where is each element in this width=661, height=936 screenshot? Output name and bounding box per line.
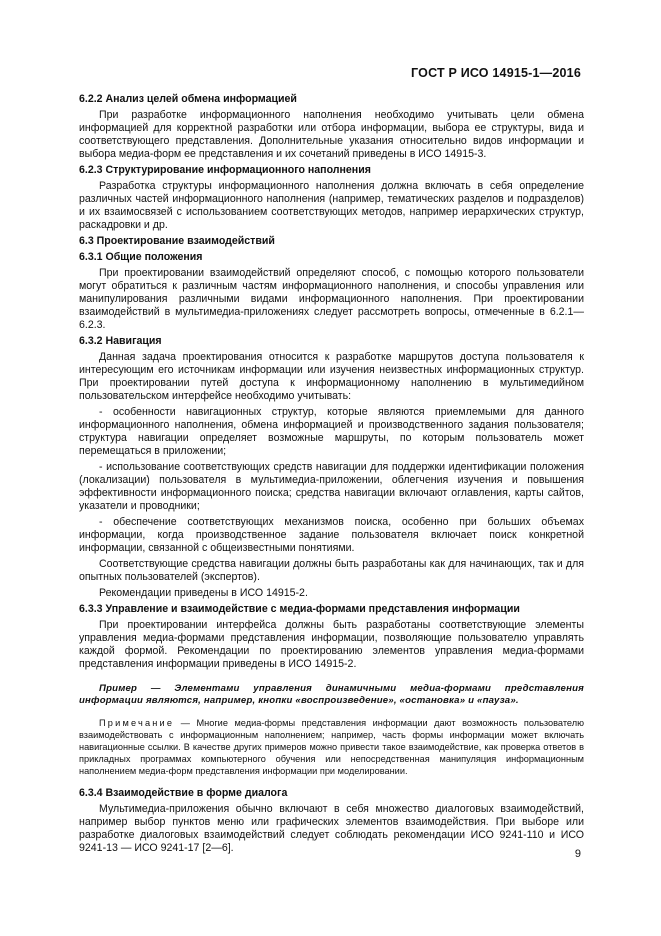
section-6-3-3-note — [79, 717, 584, 777]
page-number: 9 — [574, 848, 581, 860]
section-6-3-2-bullet-3: - обеспечение соответствующих механизмов поиска, особенно при больших объемах информации, когда производственное задание пользователя включает поиск конкретной информации, связанной с общеизвестными понятиями. — [79, 516, 584, 554]
section-6-3-3-example: Пример — Элементами управления динамичными медиа-формами представления информации являются, например, кнопки «воспроизведение», «остановка» и «пауза». — [79, 683, 584, 706]
section-6-2-3-paragraph: Разработка структуры информационного наполнения должна включать в себя определение различных частей информационного наполнения (например, тематических разделов и подразделов) и их взаимосвязей с использованием соответствующих методов, например иерархических структур, раскадровки и др. — [79, 180, 584, 231]
section-6-2-2-paragraph: При разработке информационного наполнения необходимо учитывать цели обмена информацией для корректной разработки или отбора информации, выбора ее структуры, вида и соответствующего представления. Дополнительные указания относительно видов информации и выбора медиа-форм ее представления и их сочетаний приведены в ИСО 14915-3. — [79, 109, 584, 160]
section-6-3-3-heading: 6.3.3 Управление и взаимодействие с медиа-формами представления информации — [79, 603, 520, 615]
section-6-3-2-bullet-1: - особенности навигационных структур, которые являются приемлемыми для данного информационного наполнения, обмена информацией и производственного задания пользователя; структура навигации определяет возможные маршруты, по которым пользователь может перемещаться в приложении; — [79, 406, 584, 457]
section-6-3-2-paragraph-3: Рекомендации приведены в ИСО 14915-2. — [99, 587, 308, 599]
page-content — [79, 93, 584, 858]
section-6-3-2-paragraph-2: Соответствующие средства навигации должны быть разработаны как для начинающих, так и для опытных пользователей (экспертов). — [79, 558, 584, 583]
note-label: Примечание — [99, 718, 175, 728]
section-6-3-1-heading: 6.3.1 Общие положения — [79, 251, 203, 263]
section-6-3-4-heading: 6.3.4 Взаимодействие в форме диалога — [79, 787, 288, 799]
note-text: — Многие медиа-формы представления информации дают возможность пользователю взаимодействовать с информационным наполнением; например, часть формы информации может включать навигационные ссылки. В качестве других примеров можно привести такое взаимодействие, как проверка ответов в прикладных программах компьютерного обучения или непосредственная манипуляция информационным наполнением медиа-форм представления информации при моделировании. — [79, 718, 584, 776]
section-6-2-3-heading: 6.2.3 Структурирование информационного наполнения — [79, 164, 371, 176]
section-6-3-1-paragraph: При проектировании взаимодействий определяют способ, с помощью которого пользователи могут обратиться к различным частям информационного наполнения, и способы управления или манипулирования различными видами информационного наполнения. При проектировании взаимодействий в мультимедиа-приложениях следует рассмотреть вопросы, отмеченные в 6.2.1—6.2.3. — [79, 267, 584, 331]
section-6-3-3-paragraph: При проектировании интерфейса должны быть разработаны соответствующие элементы управления медиа-формами представления информации, позволяющие пользователю управлять каждой формой. Рекомендации по проектированию элементов управления медиа-формами представления информации приведены в ИСО 14915-2. — [79, 619, 584, 670]
section-6-2-2-heading: 6.2.2 Анализ целей обмена информацией — [79, 93, 297, 105]
standard-code-header: ГОСТ Р ИСО 14915-1—2016 — [411, 66, 581, 80]
section-6-3-4-paragraph: Мультимедиа-приложения обычно включают в себя множество диалоговых взаимодействий, например выбор пунктов меню или графических элементов взаимодействия. При выборе или разработке диалоговых взаимодействий следует соблюдать рекомендации ИСО 9241-110 и ИСО 9241-13 — ИСО 9241-17 [2—6]. — [79, 803, 584, 854]
section-6-3-heading: 6.3 Проектирование взаимодействий — [79, 235, 275, 247]
section-6-3-2-heading: 6.3.2 Навигация — [79, 335, 162, 347]
section-6-3-2-intro: Данная задача проектирования относится к разработке маршрутов доступа пользователя к интересующим его источникам информации или изучения неизвестных информационных структур. При проектировании путей доступа к информационному наполнению в мультимедийном пользовательском интерфейсе необходимо учитывать: — [79, 351, 584, 402]
section-6-3-2-bullet-2: - использование соответствующих средств навигации для поддержки идентификации положения (локализации) пользователя в мультимедиа-приложении, облегчения изучения и повышения эффективности информационного поиска; средства навигации включают оглавления, карты сайтов, указатели и проводники; — [79, 461, 584, 512]
